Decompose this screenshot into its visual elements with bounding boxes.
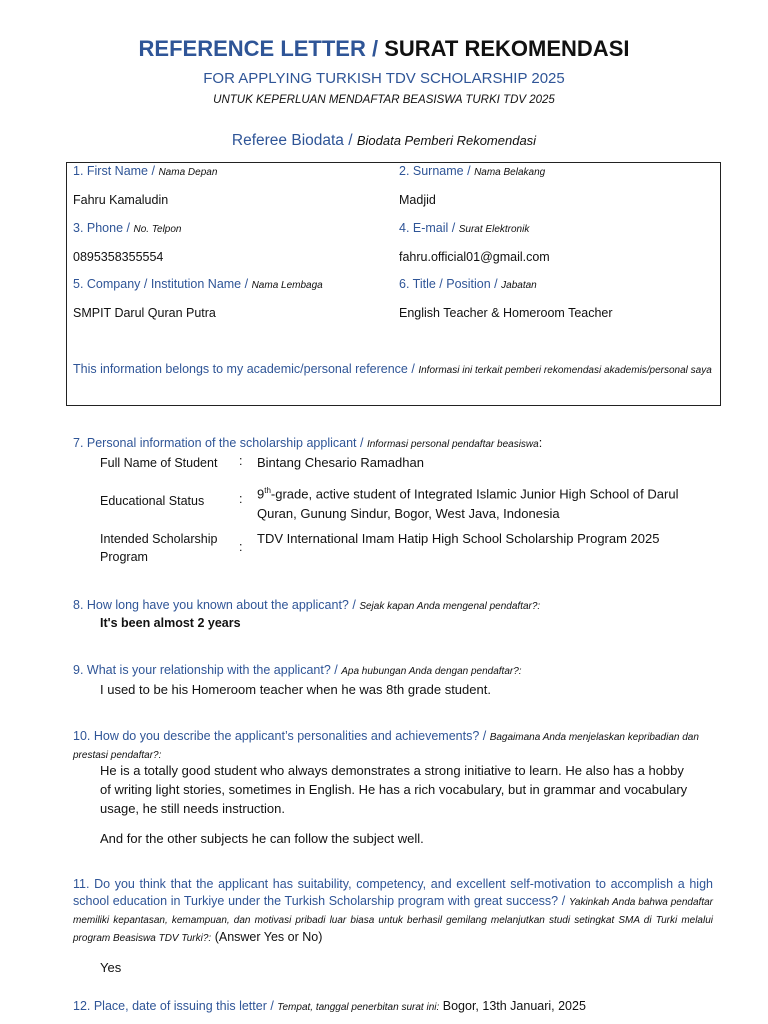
reference-info-id: Informasi ini terkait pemberi rekomendasi akademis/personal saya	[418, 365, 712, 376]
phone-label-id: No. Telpon	[133, 224, 182, 235]
referee-heading	[0, 132, 768, 150]
title-en: REFERENCE LETTER /	[138, 36, 379, 61]
email-label-id: Surat Elektronik	[458, 224, 530, 235]
phone-label	[73, 221, 181, 235]
title-id: SURAT REKOMENDASI	[384, 36, 630, 61]
q7-label-id: Informasi personal pendaftar beasiswa	[366, 439, 539, 450]
company-value: SMPIT Darul Quran Putra	[73, 306, 216, 320]
phone-value: 0895358355554	[73, 250, 164, 264]
q12-answer: Bogor, 13th Januari, 2025	[442, 999, 586, 1013]
company-label-en: 5. Company / Institution Name /	[73, 277, 249, 291]
edu-status-label: Educational Status	[100, 494, 205, 508]
full-name-colon: :	[239, 454, 243, 468]
document-subtitle: FOR APPLYING TURKISH TDV SCHOLARSHIP 2025	[203, 70, 565, 87]
q10-label	[73, 728, 713, 764]
position-label-en: 6. Title / Position /	[399, 277, 498, 291]
q10-answer: He is a totally good student who always demonstrates a strong initiative to learn. He also has a hobby of writing light stories, sometimes in English. He has a rich vocabulary, but in grammar and vocabulary usage, he still needs instruction.	[100, 763, 688, 816]
referee-heading-en: Referee Biodata /	[231, 132, 353, 149]
q8-label-en: 8. How long have you known about the applicant? /	[73, 598, 356, 612]
email-value: fahru.official01@gmail.com	[399, 250, 550, 264]
company-label	[73, 277, 323, 291]
full-name-label: Full Name of Student	[100, 456, 218, 470]
q9-label	[73, 661, 713, 681]
program-label: Intended Scholarship Program	[100, 532, 218, 564]
q8-answer: It's been almost 2 years	[100, 616, 241, 630]
q11-label	[73, 876, 713, 947]
referee-box	[66, 162, 721, 406]
reference-info	[73, 361, 713, 379]
program-value: TDV International Imam Hatip High School Scholarship Program 2025	[257, 531, 660, 546]
surname-label	[399, 164, 545, 178]
edu-status-text: -grade, active student of Integrated Islamic Junior High School of Darul Quran, Gunung Sindur, Bogor, West Java, Indonesia	[257, 486, 679, 522]
first-name-label-en: 1. First Name /	[73, 164, 155, 178]
referee-heading-id: Biodata Pemberi Rekomendasi	[356, 133, 537, 148]
q12-label-en: 12. Place, date of issuing this letter /	[73, 999, 274, 1013]
q12-label-id: Tempat, tanggal penerbitan surat ini:	[277, 1002, 440, 1013]
q9-label-en: 9. What is your relationship with the applicant? /	[73, 663, 338, 677]
q12-label	[73, 997, 733, 1017]
q11-answer: Yes	[100, 960, 122, 975]
document-title	[0, 36, 768, 62]
full-name-value: Bintang Chesario Ramadhan	[257, 455, 424, 470]
surname-label-en: 2. Surname /	[399, 164, 471, 178]
position-label-id: Jabatan	[501, 280, 537, 291]
q8-label	[73, 596, 713, 616]
q11-note: (Answer Yes or No)	[214, 930, 323, 944]
q11-label-en: 11. Do you think that the applicant has suitability, competency, and excellent self-motivation to accomplish a high school education in Turkiye under the Turkish Scholarship program with great success? /	[73, 877, 713, 908]
q9-label-id: Apa hubungan Anda dengan pendaftar?:	[341, 666, 522, 677]
q11-label-id: Yakinkah Anda bahwa pendaftar memiliki kepantasan, kemampuan, dan motivasi pribadi luar biasa untuk berhasil gemilang melanjutkan studi setingkat SMA di Turki melalui program Beasiswa TDV Turki?:	[73, 897, 713, 944]
edu-grade-num: 9	[257, 486, 265, 502]
q7-label-en: 7. Personal information of the scholarship applicant /	[73, 436, 364, 450]
surname-label-id: Nama Belakang	[474, 167, 546, 178]
q10-label-en: 10. How do you describe the applicant’s personalities and achievements? /	[73, 729, 487, 743]
first-name-label	[73, 164, 217, 178]
program-colon: :	[239, 540, 243, 554]
email-label	[399, 221, 529, 235]
position-value: English Teacher & Homeroom Teacher	[399, 306, 613, 320]
first-name-value: Fahru Kamaludin	[73, 193, 169, 207]
surname-value: Madjid	[399, 193, 436, 207]
edu-status-colon: :	[239, 492, 243, 506]
position-label	[399, 277, 537, 291]
q8-label-id: Sejak kapan Anda mengenal pendaftar?:	[359, 601, 541, 612]
edu-grade-sup: th	[264, 486, 271, 495]
email-label-en: 4. E-mail /	[399, 221, 456, 235]
first-name-label-id: Nama Depan	[158, 167, 218, 178]
reference-info-en: This information belongs to my academic/personal reference /	[73, 362, 415, 376]
q10-label-id: Bagaimana Anda menjelaskan kepribadian dan prestasi pendaftar?:	[73, 732, 699, 761]
company-label-id: Nama Lembaga	[251, 280, 323, 291]
q9-answer: I used to be his Homeroom teacher when he was 8th grade student.	[100, 682, 491, 697]
phone-label-en: 3. Phone /	[73, 221, 130, 235]
document-subtitle-id: UNTUK KEPERLUAN MENDAFTAR BEASISWA TURKI TDV 2025	[213, 94, 555, 106]
q7-colon: :	[538, 436, 543, 450]
edu-status-value	[257, 481, 689, 524]
q7-label	[73, 434, 713, 454]
q10-answer-2: And for the other subjects he can follow the subject well.	[100, 831, 424, 846]
